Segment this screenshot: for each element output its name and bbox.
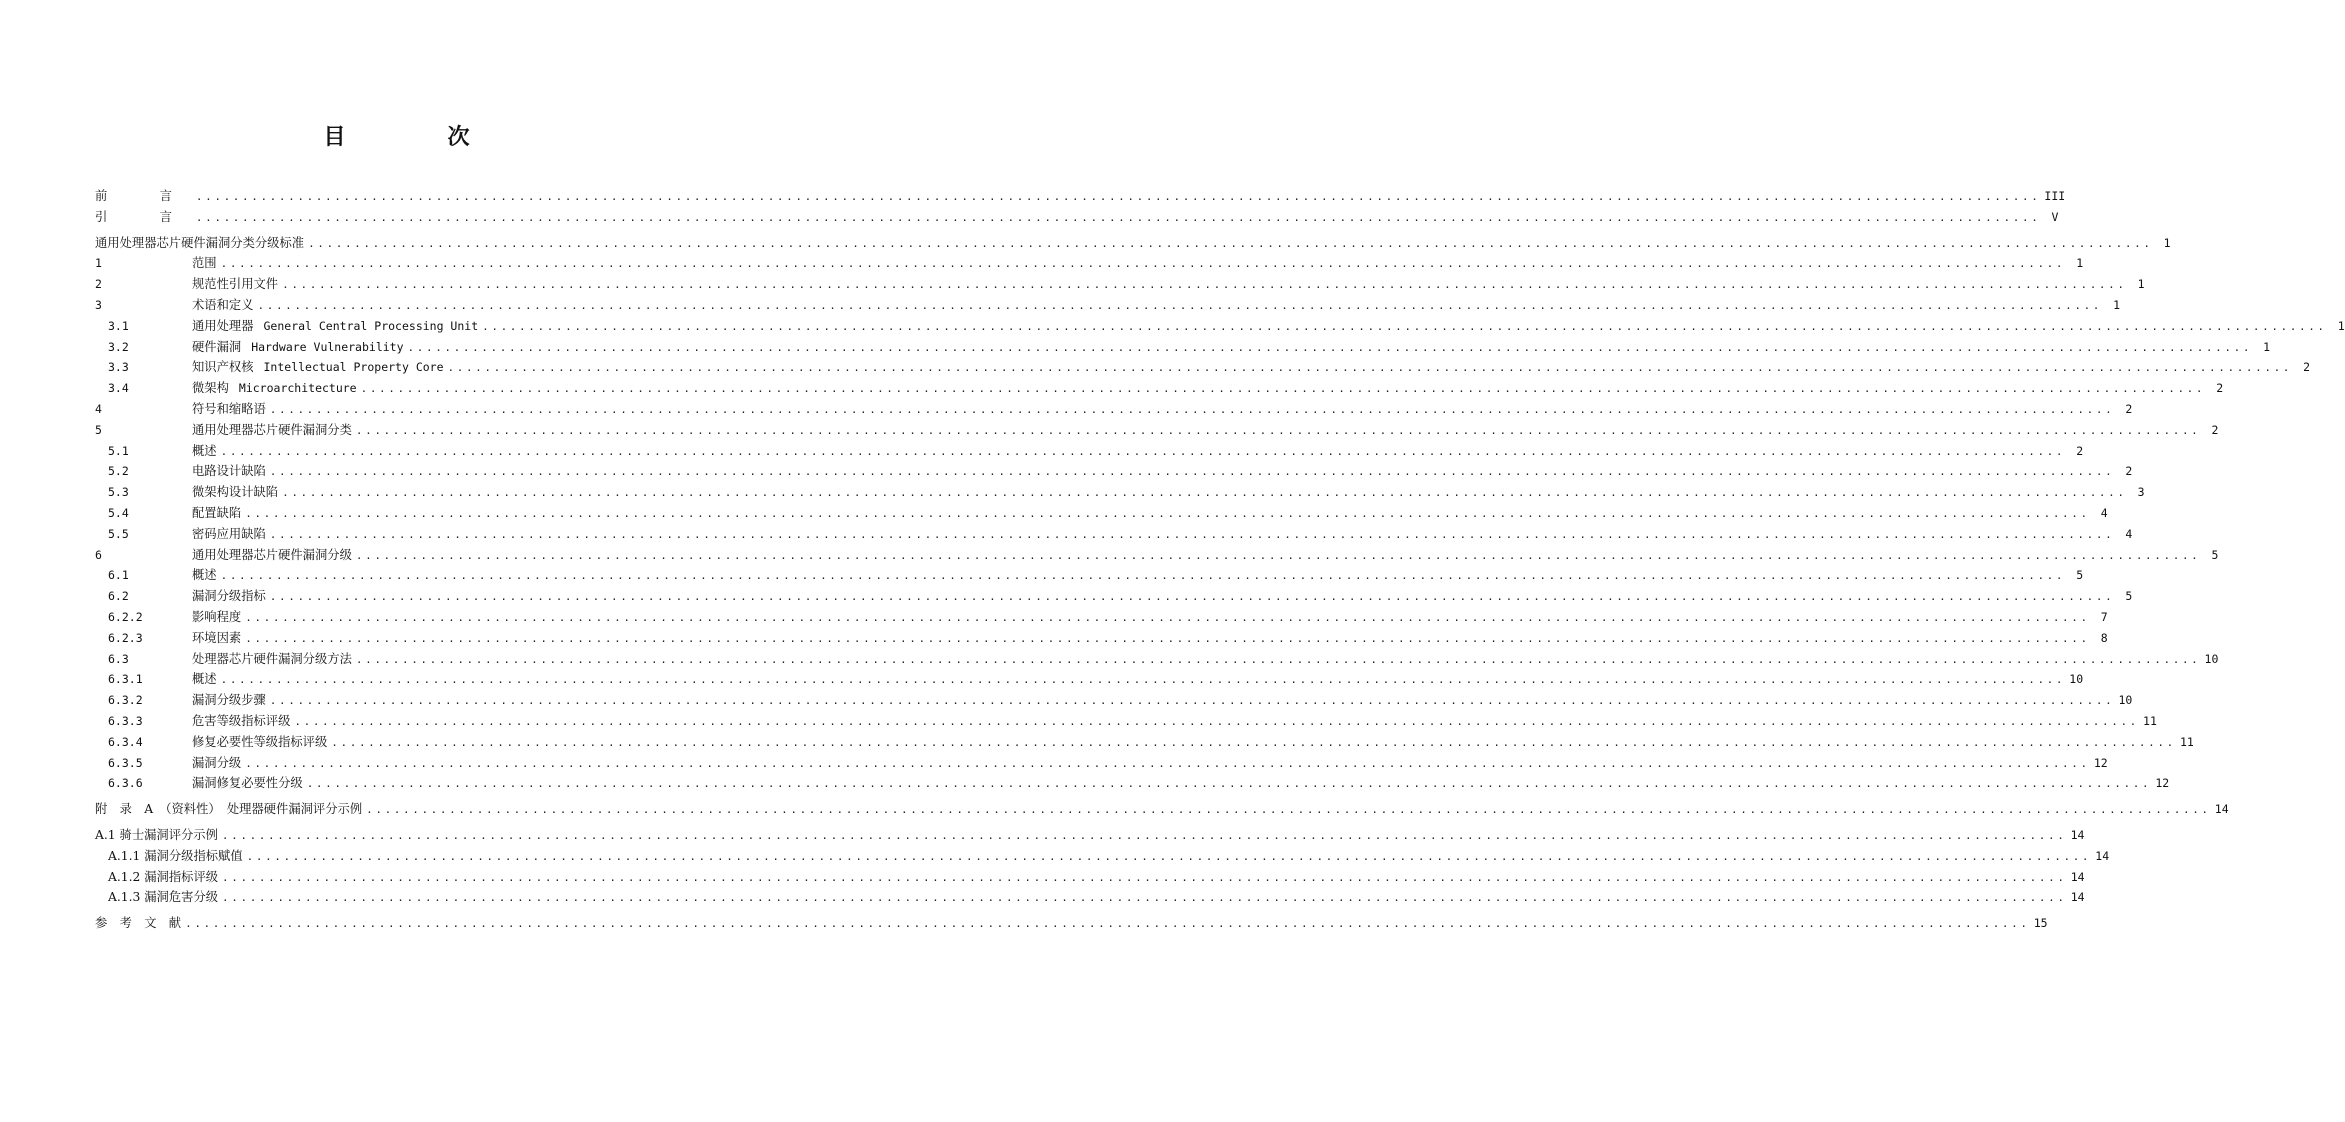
toc-entry-label xyxy=(192,773,303,794)
toc-entry-label xyxy=(95,799,362,820)
toc-leader-dots: ........................................................................................................................................................................................................ xyxy=(360,382,2206,396)
toc-leader-dots: ........................................................................................................................................................................................................ xyxy=(245,756,2090,770)
toc-entry-title: 引 言 xyxy=(95,209,192,224)
toc-entry-label xyxy=(192,628,241,649)
toc-entry-page-number: 7 xyxy=(2100,609,2108,624)
toc-leader-dots: ........................................................................................................................................................................................................ xyxy=(355,652,2201,666)
toc-entry-title: 通用处理器芯片硬件漏洞分类分级标准 xyxy=(95,235,305,250)
toc-entry-page-number: 1 xyxy=(2113,297,2121,312)
toc-entry-title: 概述 xyxy=(192,443,217,458)
toc-entry-label xyxy=(192,524,266,545)
toc-entry-number: 6.2.3 xyxy=(108,630,143,645)
toc-leader-dots: ........................................................................................................................................................................................................ xyxy=(245,610,2090,624)
toc-entry-number: 3 xyxy=(95,297,102,312)
toc-entry-page-number: V xyxy=(2051,209,2059,224)
toc-leader-dots: ........................................................................................................................................................................................................ xyxy=(355,423,2201,437)
toc-entry-number: 5.1 xyxy=(108,443,129,458)
toc-leader-dots: ........................................................................................................................................................................................................ xyxy=(482,319,2327,333)
toc-entry-number: 6.3.2 xyxy=(108,693,143,708)
toc-entry-number: 5 xyxy=(95,422,102,437)
toc-entry-label xyxy=(192,461,266,482)
toc-entry-label xyxy=(95,825,218,846)
toc-entry-number: 6.3.1 xyxy=(108,672,143,687)
toc-entry-number: 3.1 xyxy=(108,318,129,333)
toc-entry[interactable] xyxy=(95,628,2108,649)
toc-entry-title: 通用处理器芯片硬件漏洞分类 xyxy=(192,422,352,437)
toc-entry-page-number: 10 xyxy=(2118,693,2133,708)
toc-entry[interactable] xyxy=(95,357,2311,378)
toc-leader-dots: ........................................................................................................................................................................................................ xyxy=(294,714,2139,728)
toc-entry[interactable] xyxy=(95,690,2133,711)
toc-entry-title: A.1.3 漏洞危害分级 xyxy=(108,890,219,905)
toc-entry-page-number: 10 xyxy=(2204,651,2219,666)
toc-entry-number: 6.3 xyxy=(108,651,129,666)
toc-leader-dots: ........................................................................................................................................................................................................ xyxy=(269,694,2115,708)
toc-entry-label xyxy=(192,753,241,774)
toc-entry-page-number: 1 xyxy=(2263,339,2271,354)
toc-entry-number: 6.2.2 xyxy=(108,609,143,624)
toc-entry[interactable] xyxy=(95,316,2345,337)
toc-entry-title: 修复必要性等级指标评级 xyxy=(192,734,328,749)
toc-entry-title: 术语和定义 xyxy=(192,297,254,312)
toc-entry-page-number: 2 xyxy=(2125,401,2133,416)
toc-entry-title: 附 录 A （资料性） 处理器硬件漏洞评分示例 xyxy=(95,802,363,817)
toc-entry-page-number: 5 xyxy=(2211,547,2219,562)
toc-entry[interactable] xyxy=(95,773,2170,794)
toc-leader-dots: ........................................................................................................................................................................................................ xyxy=(269,590,2115,604)
toc-entry[interactable] xyxy=(95,649,2219,670)
toc-entry[interactable] xyxy=(95,753,2108,774)
toc-entry[interactable] xyxy=(95,732,2194,753)
toc-entry[interactable] xyxy=(95,186,2066,207)
toc-entry-page-number: III xyxy=(2044,189,2066,203)
toc-entry[interactable] xyxy=(95,565,2084,586)
toc-entry-page-number: 11 xyxy=(2179,734,2194,749)
toc-leader-dots: ........................................................................................................................................................................................................ xyxy=(257,298,2103,312)
toc-entry-page-number: 4 xyxy=(2125,526,2133,541)
toc-leader-dots: ........................................................................................................................................................................................................ xyxy=(222,891,2067,905)
toc-entry-title: 概述 xyxy=(192,672,217,687)
toc-entry-number: 6.3.6 xyxy=(108,776,143,791)
toc-entry-label xyxy=(192,649,352,670)
toc-entry[interactable] xyxy=(95,399,2133,420)
toc-entry-title: 前 言 xyxy=(95,189,192,203)
toc-leader-dots: ........................................................................................................................................................................................................ xyxy=(221,828,2067,842)
toc-leader-dots: ........................................................................................................................................................................................................ xyxy=(185,917,2030,931)
toc-leader-dots: ........................................................................................................................................................................................................ xyxy=(366,803,2211,817)
toc-entry-number: 6.3.3 xyxy=(108,713,143,728)
toc-entry-title: 电路设计缺陷 xyxy=(192,464,266,479)
toc-entry-label xyxy=(95,207,192,228)
toc-entry-label xyxy=(95,233,304,254)
toc-entry-page-number: 1 xyxy=(2337,318,2345,333)
toc-entry-page-number: 1 xyxy=(2076,256,2084,271)
toc-entry[interactable] xyxy=(95,711,2157,732)
toc-entry[interactable] xyxy=(95,461,2133,482)
toc-entry[interactable] xyxy=(95,913,2048,934)
toc-entry[interactable] xyxy=(95,887,2085,908)
toc-entry-label xyxy=(192,607,241,628)
toc-entry-english-title: Intellectual Property Core xyxy=(263,360,444,375)
toc-entry-number: 6.1 xyxy=(108,568,129,583)
toc-entry-label xyxy=(192,337,404,358)
toc-entry-label xyxy=(95,867,218,888)
toc-entry-title: 范围 xyxy=(192,256,217,271)
toc-entry-page-number: 1 xyxy=(2137,277,2145,292)
toc-entry-page-number: 5 xyxy=(2125,589,2133,604)
toc-entry-number: 6 xyxy=(95,547,102,562)
toc-entry-title: 通用处理器芯片硬件漏洞分级 xyxy=(192,547,352,562)
toc-entry-page-number: 15 xyxy=(2033,916,2048,931)
toc-leader-dots: ........................................................................................................................................................................................................ xyxy=(246,849,2092,863)
toc-leader-dots: ........................................................................................................................................................................................................ xyxy=(306,777,2152,791)
toc-entry-title: 微架构 xyxy=(192,381,229,396)
toc-entry[interactable] xyxy=(95,233,2171,254)
toc-entry-title: A.1 骑士漏洞评分示例 xyxy=(95,827,218,842)
toc-entry-page-number: 12 xyxy=(2155,776,2170,791)
toc-entry-page-number: 2 xyxy=(2125,464,2133,479)
toc-entry-page-number: 14 xyxy=(2070,869,2085,884)
toc-leader-dots: ........................................................................................................................................................................................................ xyxy=(269,465,2115,479)
toc-entry-label xyxy=(192,441,217,462)
toc-entry-english-title: Hardware Vulnerability xyxy=(251,339,404,354)
toc-entry[interactable] xyxy=(95,482,2145,503)
toc-entry-title: 通用处理器 xyxy=(192,318,254,333)
toc-entry-number: 2 xyxy=(95,277,102,292)
toc-leader-dots: ........................................................................................................................................................................................................ xyxy=(220,257,2066,271)
toc-entry[interactable] xyxy=(95,441,2084,462)
toc-entry-title: 漏洞修复必要性分级 xyxy=(192,776,303,791)
toc-entry-label xyxy=(192,690,266,711)
toc-entry[interactable] xyxy=(95,295,2121,316)
toc-leader-dots: ........................................................................................................................................................................................................ xyxy=(195,210,2041,224)
toc-entry-label xyxy=(192,545,352,566)
toc-entry[interactable] xyxy=(95,274,2145,295)
toc-entry-title: 处理器芯片硬件漏洞分级方法 xyxy=(192,651,352,666)
toc-entry-title: A.1.2 漏洞指标评级 xyxy=(108,869,219,884)
toc-entry-title: 漏洞分级步骤 xyxy=(192,693,266,708)
toc-entry-title: 参 考 文 献 xyxy=(95,916,182,931)
toc-leader-dots: ........................................................................................................................................................................................................ xyxy=(282,278,2127,292)
toc-entry-label xyxy=(192,503,241,524)
toc-entry-label xyxy=(95,913,181,934)
toc-entry-number: 3.4 xyxy=(108,381,129,396)
toc-entry-label xyxy=(192,316,478,337)
toc-entry-title: 符号和缩略语 xyxy=(192,401,266,416)
toc-entry-label xyxy=(192,565,217,586)
toc-entry-number: 5.3 xyxy=(108,485,129,500)
toc-entry-label xyxy=(192,378,357,399)
toc-entry-page-number: 3 xyxy=(2137,485,2145,500)
toc-leader-dots: ........................................................................................................................................................................................................ xyxy=(222,870,2067,884)
toc-leader-dots: ........................................................................................................................................................................................................ xyxy=(355,548,2201,562)
toc-entry-label xyxy=(192,732,327,753)
toc-entry[interactable] xyxy=(95,867,2085,888)
toc-entry-label xyxy=(192,253,217,274)
toc-entry-label xyxy=(192,274,278,295)
toc-entry-number: 5.2 xyxy=(108,464,129,479)
toc-leader-dots: ........................................................................................................................................................................................................ xyxy=(407,340,2253,354)
toc-entry-number: 3.2 xyxy=(108,339,129,354)
toc-entry-title: A.1.1 漏洞分级指标赋值 xyxy=(108,848,243,863)
toc-entry-label xyxy=(192,399,266,420)
toc-entry-title: 概述 xyxy=(192,568,217,583)
toc-entry-label xyxy=(95,887,218,908)
toc-entry[interactable] xyxy=(95,503,2108,524)
toc-entry-page-number: 14 xyxy=(2070,827,2085,842)
toc-entry-title: 影响程度 xyxy=(192,609,242,624)
toc-entry-page-number: 14 xyxy=(2070,890,2085,905)
toc-leader-dots: ........................................................................................................................................................................................................ xyxy=(245,631,2090,645)
toc-entry-page-number: 11 xyxy=(2143,713,2157,728)
toc-entry-title: 密码应用缺陷 xyxy=(192,526,266,541)
toc-entry-title: 微架构设计缺陷 xyxy=(192,485,279,500)
toc-entry-number: 6.2 xyxy=(108,589,129,604)
toc-entry[interactable] xyxy=(95,420,2219,441)
toc-entry-page-number: 8 xyxy=(2100,630,2108,645)
toc-entry-number: 6.3.4 xyxy=(108,734,143,749)
toc-entry-title: 硬件漏洞 xyxy=(192,339,242,354)
toc-entry-label xyxy=(192,357,444,378)
toc-entry[interactable] xyxy=(95,524,2133,545)
toc-entry[interactable] xyxy=(95,799,2229,820)
toc-leader-dots: ........................................................................................................................................................................................................ xyxy=(269,527,2115,541)
toc-entry-label xyxy=(192,420,352,441)
toc-leader-dots: ........................................................................................................................................................................................................ xyxy=(447,361,2293,375)
toc-leader-dots: ........................................................................................................................................................................................................ xyxy=(331,735,2176,749)
toc-entry[interactable] xyxy=(95,337,2271,358)
toc-entry[interactable] xyxy=(95,825,2085,846)
toc-entry-page-number: 2 xyxy=(2303,360,2311,375)
toc-leader-dots: ........................................................................................................................................................................................................ xyxy=(195,190,2041,203)
toc-entry[interactable] xyxy=(95,586,2133,607)
toc-entry[interactable] xyxy=(95,253,2084,274)
toc-entry-page-number: 5 xyxy=(2076,568,2084,583)
toc-entry-number: 5.5 xyxy=(108,526,129,541)
toc-entry-title: 漏洞分级 xyxy=(192,755,242,770)
toc-entry-page-number: 2 xyxy=(2076,443,2084,458)
toc-entry-english-title: Microarchitecture xyxy=(238,381,357,396)
toc-entry-page-number: 2 xyxy=(2211,422,2219,437)
toc-entry-english-title: General Central Processing Unit xyxy=(263,318,479,333)
toc-entry[interactable] xyxy=(95,669,2084,690)
toc-entry-label xyxy=(192,295,254,316)
toc-entry[interactable] xyxy=(95,846,2110,867)
toc-entry-number: 6.3.5 xyxy=(108,755,143,770)
toc-entry-title: 规范性引用文件 xyxy=(192,277,279,292)
toc-entry-title: 漏洞分级指标 xyxy=(192,589,266,604)
toc-entry-label xyxy=(95,186,192,207)
toc-entry[interactable] xyxy=(95,607,2108,628)
toc-leader-dots: ........................................................................................................................................................................................................ xyxy=(269,402,2115,416)
toc-entry[interactable] xyxy=(95,545,2219,566)
toc-entry-label xyxy=(192,711,290,732)
toc-leader-dots: ........................................................................................................................................................................................................ xyxy=(220,673,2066,687)
toc-entry-page-number: 14 xyxy=(2095,848,2110,863)
toc-entry-label xyxy=(192,482,278,503)
toc-entry-number: 1 xyxy=(95,256,102,271)
toc-entry-label xyxy=(192,669,217,690)
toc-entry-title: 环境因素 xyxy=(192,630,242,645)
toc-entry-page-number: 10 xyxy=(2069,672,2084,687)
toc-entry-label xyxy=(192,586,266,607)
table-of-contents xyxy=(95,186,2345,934)
toc-leader-dots: ........................................................................................................................................................................................................ xyxy=(245,506,2090,520)
toc-entry-number: 4 xyxy=(95,401,102,416)
toc-entry-number: 3.3 xyxy=(108,360,129,375)
toc-leader-dots: ........................................................................................................................................................................................................ xyxy=(282,486,2127,500)
toc-entry-page-number: 4 xyxy=(2100,505,2108,520)
toc-entry-label xyxy=(95,846,243,867)
toc-entry-page-number: 14 xyxy=(2214,802,2229,817)
toc-leader-dots: ........................................................................................................................................................................................................ xyxy=(220,444,2066,458)
toc-entry-page-number: 1 xyxy=(2163,235,2171,250)
toc-leader-dots: ........................................................................................................................................................................................................ xyxy=(220,569,2066,583)
toc-entry-title: 危害等级指标评级 xyxy=(192,713,291,728)
toc-entry-title: 知识产权核 xyxy=(192,360,254,375)
toc-entry-page-number: 12 xyxy=(2093,755,2108,770)
toc-leader-dots: ........................................................................................................................................................................................................ xyxy=(308,236,2153,250)
toc-entry-title: 配置缺陷 xyxy=(192,505,242,520)
toc-entry[interactable] xyxy=(95,207,2059,228)
page-title: 目 次 xyxy=(323,124,510,150)
toc-entry[interactable] xyxy=(95,378,2224,399)
toc-entry-number: 5.4 xyxy=(108,505,129,520)
toc-entry-page-number: 2 xyxy=(2216,381,2224,396)
